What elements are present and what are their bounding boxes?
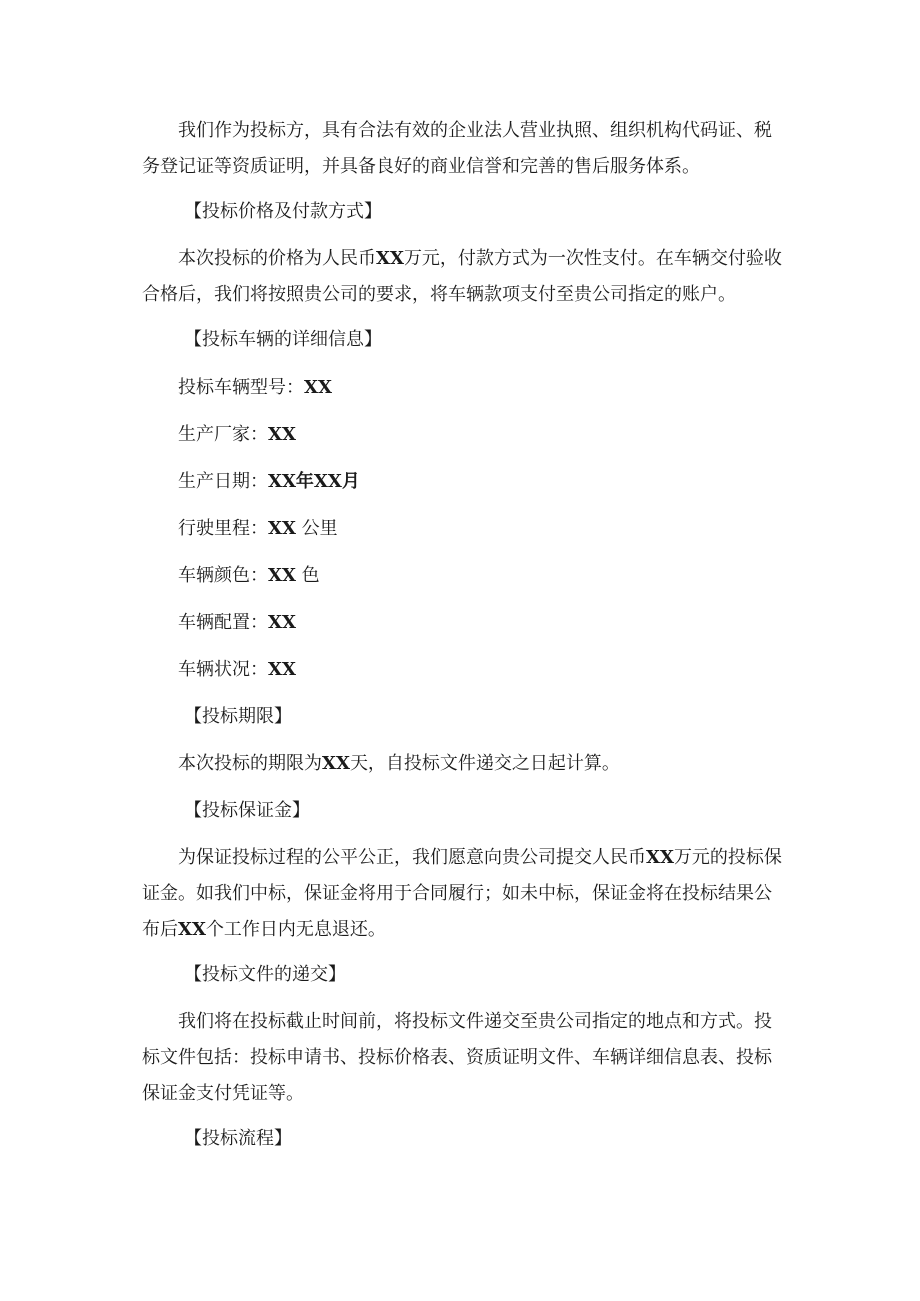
configuration-label: 车辆配置：: [178, 612, 268, 633]
color-suffix: 色: [301, 565, 320, 586]
color-line: [178, 564, 320, 588]
mileage-line: [178, 517, 338, 541]
manufacturer-line: [178, 423, 296, 447]
deposit-paragraph: 为保证投标过程的公平公正，我们愿意向贵公司提交人民币XX万元的投标保证金。如我们中标，保证金将用于合同履行；如未中标，保证金将在投标结果公布后XX个工作日内无息退还。: [142, 847, 782, 940]
manufacturer-value: XX: [268, 424, 296, 445]
configuration-value: XX: [268, 612, 296, 633]
price-heading: 【投标价格及付款方式】: [184, 201, 382, 222]
vehicle-heading: 【投标车辆的详细信息】: [184, 329, 382, 350]
condition-line: [178, 658, 296, 682]
qualification-paragraph: 我们作为投标方，具有合法有效的企业法人营业执照、组织机构代码证、税务登记证等资质证明，并具备良好的商业信誉和完善的售后服务体系。: [142, 120, 772, 177]
vehicle-model-label: 投标车辆型号：: [178, 377, 304, 398]
deposit-heading: 【投标保证金】: [184, 800, 310, 821]
color-label: 车辆颜色：: [178, 565, 268, 586]
price-paragraph: 本次投标的价格为人民币XX万元，付款方式为一次性支付。在车辆交付验收合格后，我们将按照贵公司的要求，将车辆款项支付至贵公司指定的账户。: [142, 248, 782, 305]
mileage-value: XX: [268, 518, 296, 539]
vehicle-model-line: [178, 376, 332, 400]
vehicle-model-value: XX: [304, 377, 332, 398]
color-value: XX: [268, 565, 296, 586]
configuration-line: [178, 611, 296, 635]
term-heading: 【投标期限】: [184, 706, 292, 727]
condition-value: XX: [268, 659, 296, 680]
mileage-label: 行驶里程：: [178, 518, 268, 539]
production-date-value: XX年XX月: [268, 471, 360, 492]
term-paragraph: 本次投标的期限为XX天，自投标文件递交之日起计算。: [178, 753, 620, 774]
condition-label: 车辆状况：: [178, 659, 268, 680]
mileage-suffix: 公里: [301, 518, 338, 539]
submit-paragraph: 我们将在投标截止时间前，将投标文件递交至贵公司指定的地点和方式。投标文件包括：投标申请书、投标价格表、资质证明文件、车辆详细信息表、投标保证金支付凭证等。: [142, 1011, 772, 1104]
process-heading: 【投标流程】: [184, 1128, 292, 1149]
manufacturer-label: 生产厂家：: [178, 424, 268, 445]
production-date-label: 生产日期：: [178, 471, 268, 492]
submit-heading: 【投标文件的递交】: [184, 964, 346, 985]
production-date-line: [178, 470, 360, 494]
